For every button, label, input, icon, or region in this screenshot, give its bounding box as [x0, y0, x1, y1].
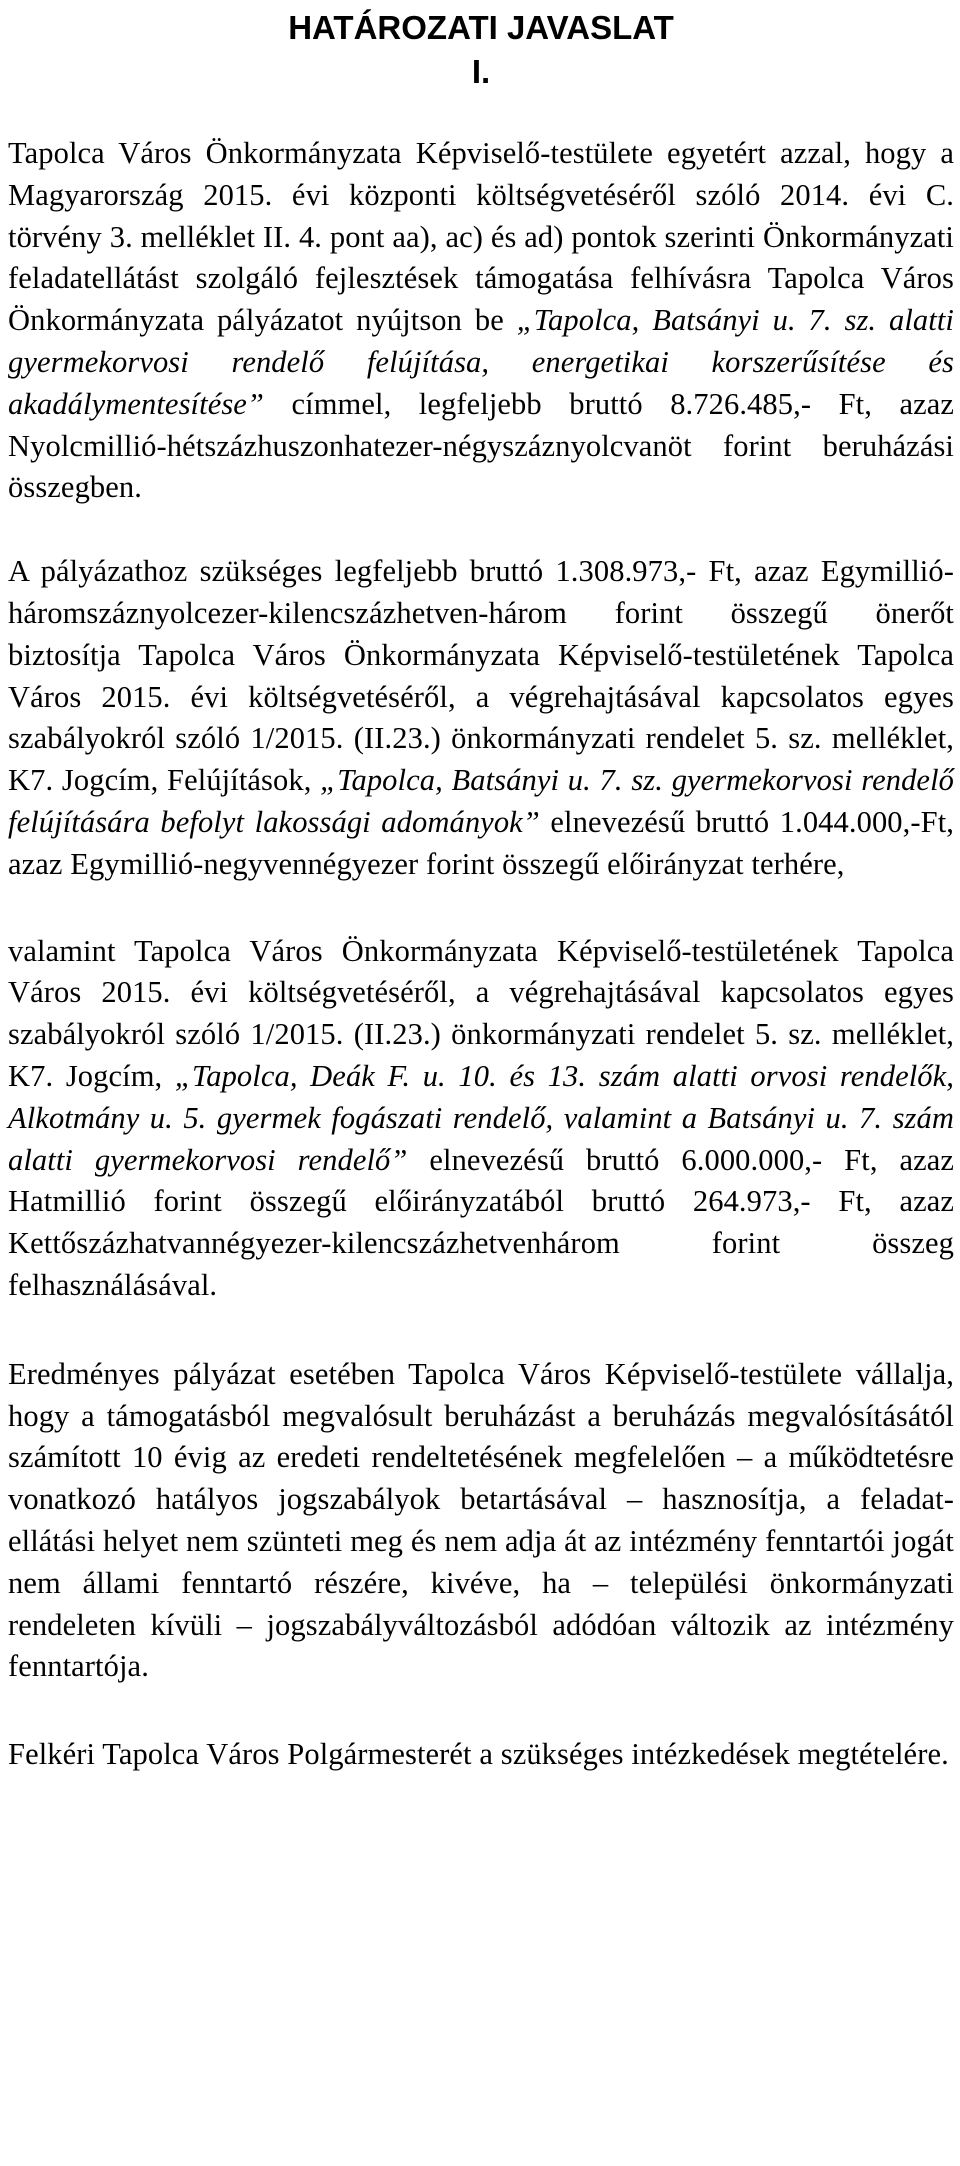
- paragraph-text: Tapolca Város Önkormányzata Képviselő-testülete egyetért azzal, hogy a Magyarország 2015. évi központi költségvetéséről szóló 2014. évi C. törvény 3. melléklet II. 4. pont aa), ac) és ad) pontok szerinti Önkormányzati feladatellátást szolgáló fejlesztések támogatása felhívásra Tapolca Város Önkormányzata pályázatot nyújtson be: [8, 136, 954, 338]
- paragraph-text: elnevezésű bruttó 1.044.000,-Ft, azaz Egymillió-negyvennégyezer forint összegű előirányzat terhére,: [8, 804, 954, 881]
- document-header: [8, 0, 954, 94]
- paragraph-text: Felkéri Tapolca Város Polgármesterét a szükséges intézkedések megtételére.: [8, 1737, 949, 1772]
- paragraph-text: A pályázathoz szükséges legfeljebb bruttó 1.308.973,- Ft, azaz Egymillió-háromszáznyolcezer-kilencszázhetven-három forint összegű önerőt biztosítja Tapolca Város Önkormányzata Képviselő-testületének Tapolca Város 2015. évi költségvetéséről, a végrehajtásával kapcsolatos egyes szabályokról szóló 1/2015. (II.23.) önkormányzati rendelet 5. sz. melléklet, K7. Jogcím, Felújítások,: [8, 554, 954, 798]
- resolution-number: I.: [471, 53, 491, 90]
- paragraph-text: Eredményes pályázat esetében Tapolca Város Képviselő-testülete vállalja, hogy a támogatásból megvalósult beruházást a beruházás megvalósításától számított 10 évig az eredeti rendeltetésének megfelelően – a működtetésre vonatkozó hatályos jogszabályok betartásával – hasznosítja, a feladat-ellátási helyet nem szünteti meg és nem adja át az intézmény fenntartói jogát nem állami fenntartó részére, kivéve, ha – települési önkormányzati rendeleten kívüli – jogszabályváltozásból adódóan változik az intézmény fenntartója.: [8, 1356, 954, 1684]
- paragraph-application-submission: [8, 133, 954, 509]
- budget-line-quote: „Tapolca, Batsányi u. 7. sz. gyermekorvosi rendelő felújítására befolyt lakossági adományok”: [8, 763, 954, 839]
- paragraph-maintenance-commitment: [8, 1354, 954, 1688]
- paragraph-text: valamint Tapolca Város Önkormányzata Képviselő-testületének Tapolca Város 2015. évi költségvetéséről, a végrehajtásával kapcsolatos egyes szabályokról szóló 1/2015. (II.23.) önkormányzati rendelet 5. sz. melléklet, K7. Jogcím,: [8, 933, 954, 1093]
- budget-line-quote: „Tapolca, Deák F. u. 10. és 13. szám alatti orvosi rendelők, Alkotmány u. 5. gyermek fogászati rendelő, valamint a Batsányi u. 7. szám alatti gyermekorvosi rendelő”: [8, 1058, 954, 1177]
- document-title: HATÁROZATI JAVASLAT: [288, 9, 674, 46]
- paragraph-text: címmel, legfeljebb bruttó 8.726.485,- Ft, azaz Nyolcmillió-hétszázhuszonhatezer-négyszáznyolcvanöt forint beruházási összegben.: [8, 386, 954, 505]
- paragraph-additional-funding: [8, 931, 954, 1307]
- paragraph-text: elnevezésű bruttó 6.000.000,- Ft, azaz Hatmillió forint összegű előirányzatából bruttó 264.973,- Ft, azaz Kettőszázhatvannégyezer-kilencszázhetvenhárom forint összeg felhasználásával.: [8, 1142, 954, 1302]
- paragraph-own-contribution: [8, 551, 954, 885]
- paragraph-mayor-instruction: [8, 1734, 954, 1776]
- project-title-quote: „Tapolca, Batsányi u. 7. sz. alatti gyermekorvosi rendelő felújítása, energetikai korszerűsítése és akadálymentesítése”: [8, 303, 955, 421]
